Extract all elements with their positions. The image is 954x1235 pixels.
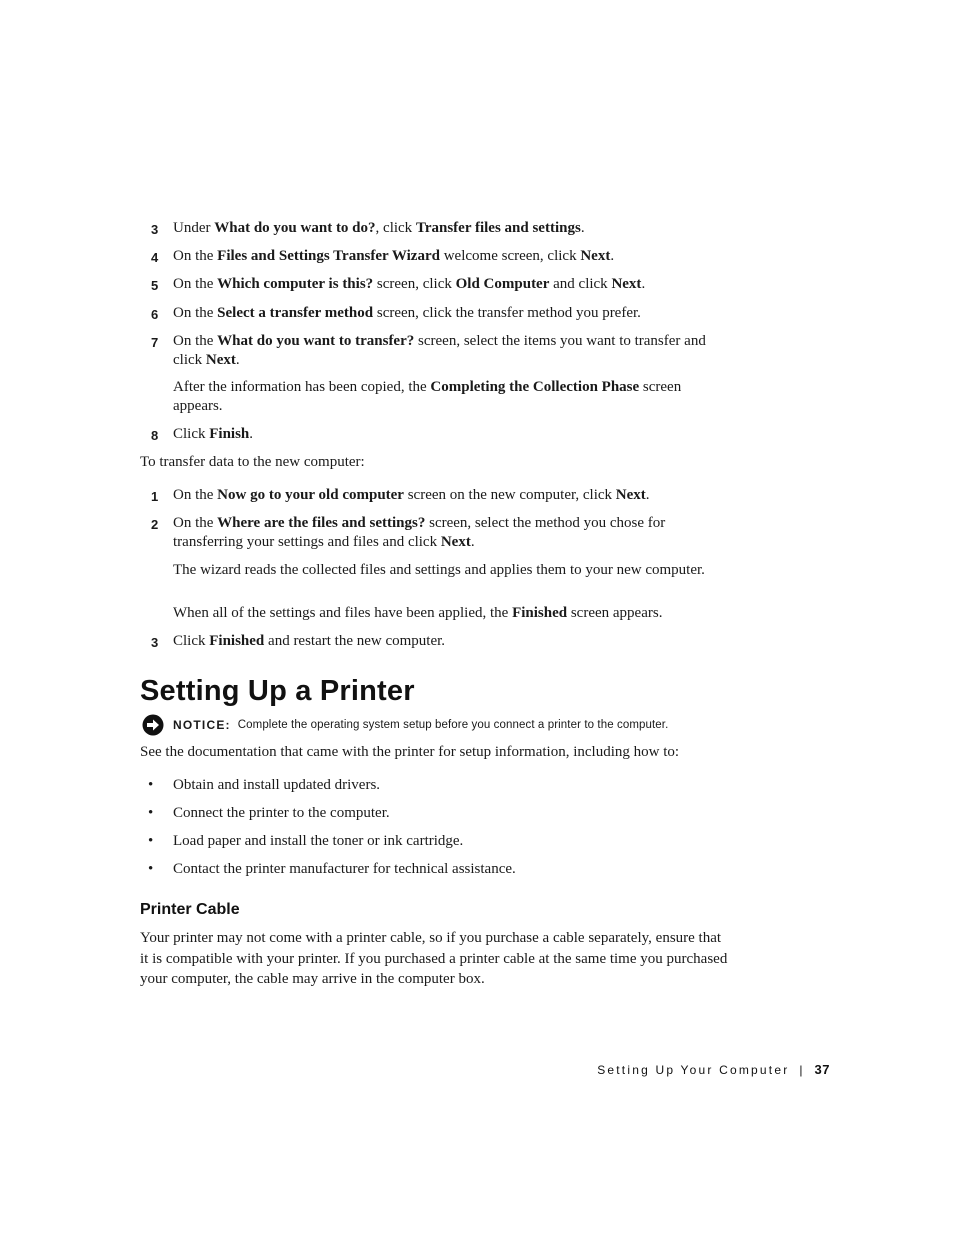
ui-term: Files and Settings Transfer Wizard	[217, 248, 440, 264]
step-text-run: On the	[173, 515, 218, 531]
step-text-run: On the	[173, 248, 218, 264]
page-number: 37	[814, 1062, 830, 1077]
step-text	[173, 304, 733, 323]
step-note	[173, 561, 733, 580]
step-text	[173, 486, 733, 505]
step-text-run: screen, click	[373, 276, 456, 292]
step-text-run: After the information has been copied, the	[173, 379, 431, 395]
ui-term: Which computer is this?	[217, 276, 374, 292]
step-number: 2	[151, 517, 159, 532]
step-text-run: screen, click the transfer method you prefer.	[373, 305, 641, 321]
step-text-run: screen appears.	[173, 379, 682, 414]
list-item: Connect the printer to the computer.	[173, 805, 390, 821]
subsection-heading: Printer Cable	[140, 901, 240, 918]
step-text-run: .	[580, 220, 585, 236]
step-text-run: On the	[173, 333, 218, 349]
bullet-icon: •	[148, 833, 154, 849]
ui-term: Finished	[512, 605, 568, 621]
footer-separator: |	[799, 1063, 803, 1077]
step-text-run: On the	[173, 487, 218, 503]
page-footer	[560, 1061, 830, 1079]
list-item: Load paper and install the toner or ink cartridge.	[173, 833, 464, 849]
step-text-run: screen appears.	[567, 605, 663, 621]
notice-label: NOTICE:	[173, 718, 231, 732]
step-text-run: On the	[173, 276, 218, 292]
ui-term: Next	[580, 248, 611, 264]
ui-term: Next	[205, 352, 236, 368]
step-text	[173, 514, 733, 552]
see-documentation-text: See the documentation that came with the printer for setup information, including how to:	[140, 744, 680, 760]
step-text	[173, 275, 733, 294]
step-text-run: Click	[173, 426, 210, 442]
step-text-run: and click	[549, 276, 612, 292]
step-text	[173, 332, 733, 370]
step-text-run: .	[610, 248, 615, 264]
ui-term: Select a transfer method	[217, 305, 374, 321]
step-text-run: and restart the new computer.	[264, 633, 446, 649]
step-number: 1	[151, 489, 159, 504]
step-text-run: screen, select the method you chose for transferring your settings and files and click	[173, 515, 666, 550]
ui-term: What do you want to transfer?	[217, 333, 415, 349]
step-text-run: Under	[173, 220, 215, 236]
step-text-run: On the	[173, 305, 218, 321]
bullet-icon: •	[148, 805, 154, 821]
ui-term: Finish	[209, 426, 250, 442]
step-text-run: .	[645, 487, 650, 503]
step-text-run: When all of the settings and files have been applied, the	[173, 605, 513, 621]
step-number: 8	[151, 428, 159, 443]
step-text-run: screen, select the items you want to transfer and click	[173, 333, 706, 368]
ui-term: Where are the files and settings?	[217, 515, 426, 531]
step-text-run: The wizard reads the collected files and settings and applies them to your new computer.	[173, 562, 705, 578]
step-number: 3	[151, 635, 159, 650]
section-heading: Setting Up a Printer	[140, 675, 415, 707]
notice-text: Complete the operating system setup before you connect a printer to the computer.	[237, 719, 669, 731]
ui-term: Finished	[209, 633, 265, 649]
step-note	[173, 378, 733, 416]
step-text-run: Click	[173, 633, 210, 649]
notice	[142, 714, 668, 736]
ui-term: Next	[440, 534, 471, 550]
step-number: 6	[151, 307, 159, 322]
step-text	[173, 632, 733, 651]
step-text	[173, 425, 733, 444]
notice-arrow-icon	[142, 714, 164, 736]
step-number: 4	[151, 250, 159, 265]
intro-new-computer: To transfer data to the new computer:	[140, 454, 365, 470]
step-text-run: , click	[375, 220, 416, 236]
step-text	[173, 247, 733, 266]
step-text	[173, 219, 733, 238]
ui-term: Completing the Collection Phase	[430, 379, 640, 395]
step-text-run: screen on the new computer, click	[403, 487, 616, 503]
ui-term: Transfer files and settings	[415, 220, 581, 236]
step-note	[173, 604, 733, 623]
bullet-icon: •	[148, 861, 154, 877]
step-text-run: .	[641, 276, 646, 292]
ui-term: What do you want to do?	[214, 220, 376, 236]
printer-cable-paragraph: Your printer may not come with a printer cable, so if you purchase a cable separately, ensure that it is compatible with your printer. If you purchased a printer cable at the same time you purchased your computer, the cable may arrive in the computer box.	[140, 930, 728, 987]
step-text-run: .	[235, 352, 240, 368]
ui-term: Next	[611, 276, 642, 292]
bullet-icon: •	[148, 777, 154, 793]
footer-chapter-title: Setting Up Your Computer	[597, 1063, 790, 1077]
ui-term: Now go to your old computer	[217, 487, 404, 503]
step-text-run: .	[470, 534, 475, 550]
step-number: 5	[151, 278, 159, 293]
ui-term: Old Computer	[455, 276, 550, 292]
list-item: Obtain and install updated drivers.	[173, 777, 381, 793]
step-number: 3	[151, 222, 159, 237]
step-number: 7	[151, 335, 159, 350]
step-text-run: .	[249, 426, 254, 442]
step-text-run: welcome screen, click	[439, 248, 581, 264]
ui-term: Next	[615, 487, 646, 503]
list-item: Contact the printer manufacturer for technical assistance.	[173, 861, 516, 877]
